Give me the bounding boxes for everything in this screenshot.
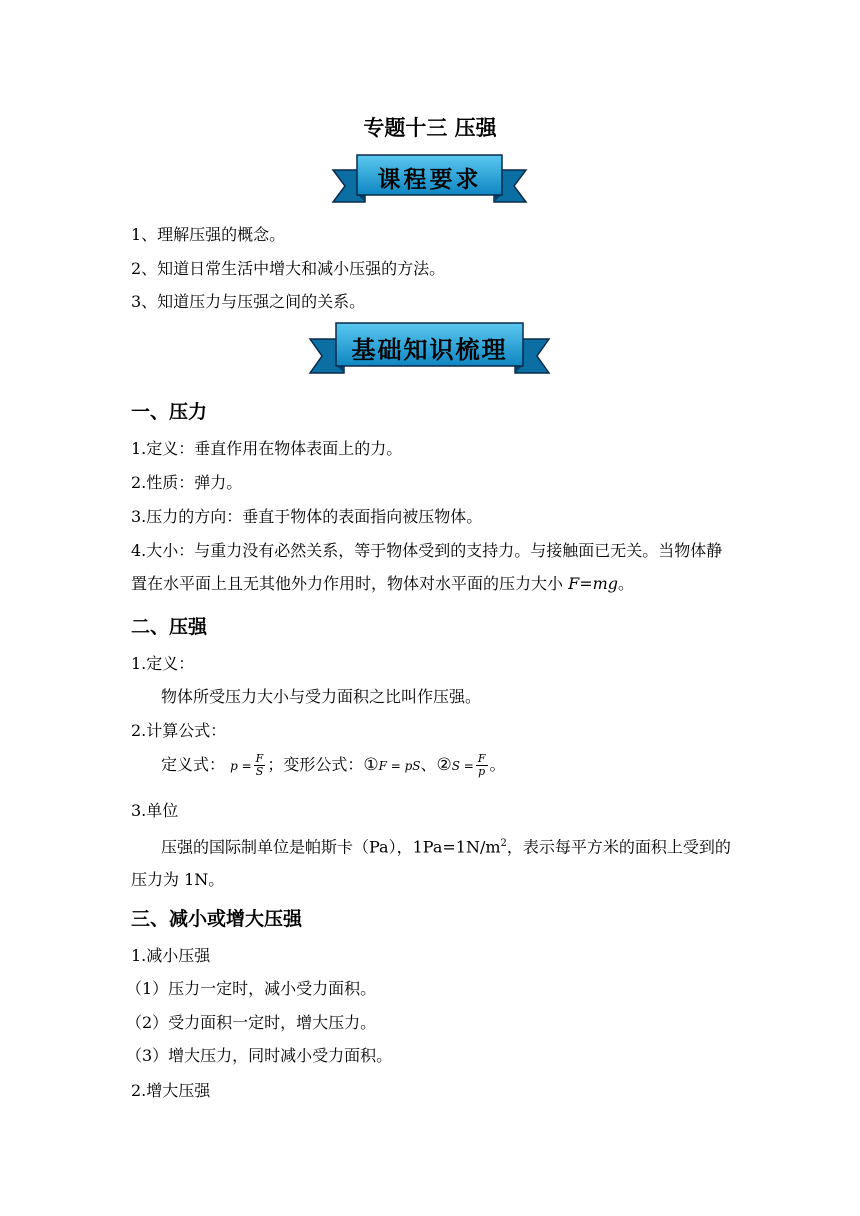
unit-text-end: ，表示每平方米的面积上受到的压力为 1N。	[131, 837, 731, 890]
circled-two: ②	[436, 755, 452, 775]
denominator: p	[478, 765, 486, 778]
formula-p: p =	[230, 759, 252, 773]
reduce-label: 1.减小压强	[131, 946, 211, 965]
course-requirements-banner	[331, 152, 528, 208]
section-heading: 一、压力	[131, 401, 208, 423]
denominator: S	[255, 765, 264, 778]
formula-def-prefix: 定义式：	[161, 755, 226, 774]
formula-label: 2.计算公式：	[131, 721, 227, 740]
requirement-item: 1、理解压强的概念。	[131, 225, 286, 244]
reduce-item: （2）受力面积一定时，增大压力。	[126, 1013, 377, 1032]
magnitude-text: 4.大小：与重力没有必然关系，等于物体受到的支持力。与接触面已无关。当物体静置在水平面上且无其他外力作用时，物体对水平面的压力大小	[131, 541, 723, 593]
definition-label: 1.定义：	[131, 654, 195, 673]
definition-text: 物体所受压力大小与受力面积之比叫作压强。	[161, 687, 482, 706]
formula-line	[161, 752, 506, 779]
fraction-f-over-s	[254, 753, 266, 778]
knowledge-review-banner	[308, 320, 551, 378]
formula-s-eq: S =	[451, 759, 474, 773]
requirement-item: 2、知道日常生活中增大和减小压强的方法。	[131, 259, 446, 278]
magnitude-end: 。	[618, 574, 635, 593]
numerator: F	[477, 752, 486, 765]
section-heading: 三、减小或增大压强	[131, 908, 303, 930]
formula-end: 。	[489, 755, 506, 774]
property-line: 2.性质：弹力。	[131, 473, 243, 492]
requirement-item: 3、知道压力与压强之间的关系。	[131, 292, 366, 311]
unit-superscript: 2	[500, 838, 507, 849]
banner-label: 基础知识梳理	[351, 335, 508, 364]
numerator: F	[255, 752, 264, 765]
unit-label: 3.单位	[131, 801, 179, 820]
fraction-f-over-p	[476, 753, 488, 778]
definition-line: 1.定义：垂直作用在物体表面上的力。	[131, 439, 403, 458]
magnitude-formula: F=mg	[568, 574, 619, 593]
banner-label: 课程要求	[377, 166, 482, 193]
increase-label: 2.增大压强	[131, 1081, 211, 1100]
unit-text: 压强的国际制单位是帕斯卡（Pa），1Pa=1N/m	[161, 837, 501, 857]
formula-f-ps: F = pS	[378, 759, 421, 773]
magnitude-paragraph	[131, 534, 731, 600]
direction-line: 3.压力的方向：垂直于物体的表面指向被压物体。	[131, 507, 483, 526]
formula-separator: ；变形公式：	[267, 755, 364, 774]
circled-one: ①	[363, 755, 379, 775]
reduce-item: （3）增大压力，同时减小受力面积。	[126, 1046, 393, 1065]
unit-paragraph	[131, 827, 731, 896]
section-heading: 二、压强	[131, 616, 208, 638]
formula-comma: 、	[420, 755, 437, 774]
page-title: 专题十三 压强	[363, 116, 497, 140]
reduce-item: （1）压力一定时，减小受力面积。	[126, 979, 377, 998]
